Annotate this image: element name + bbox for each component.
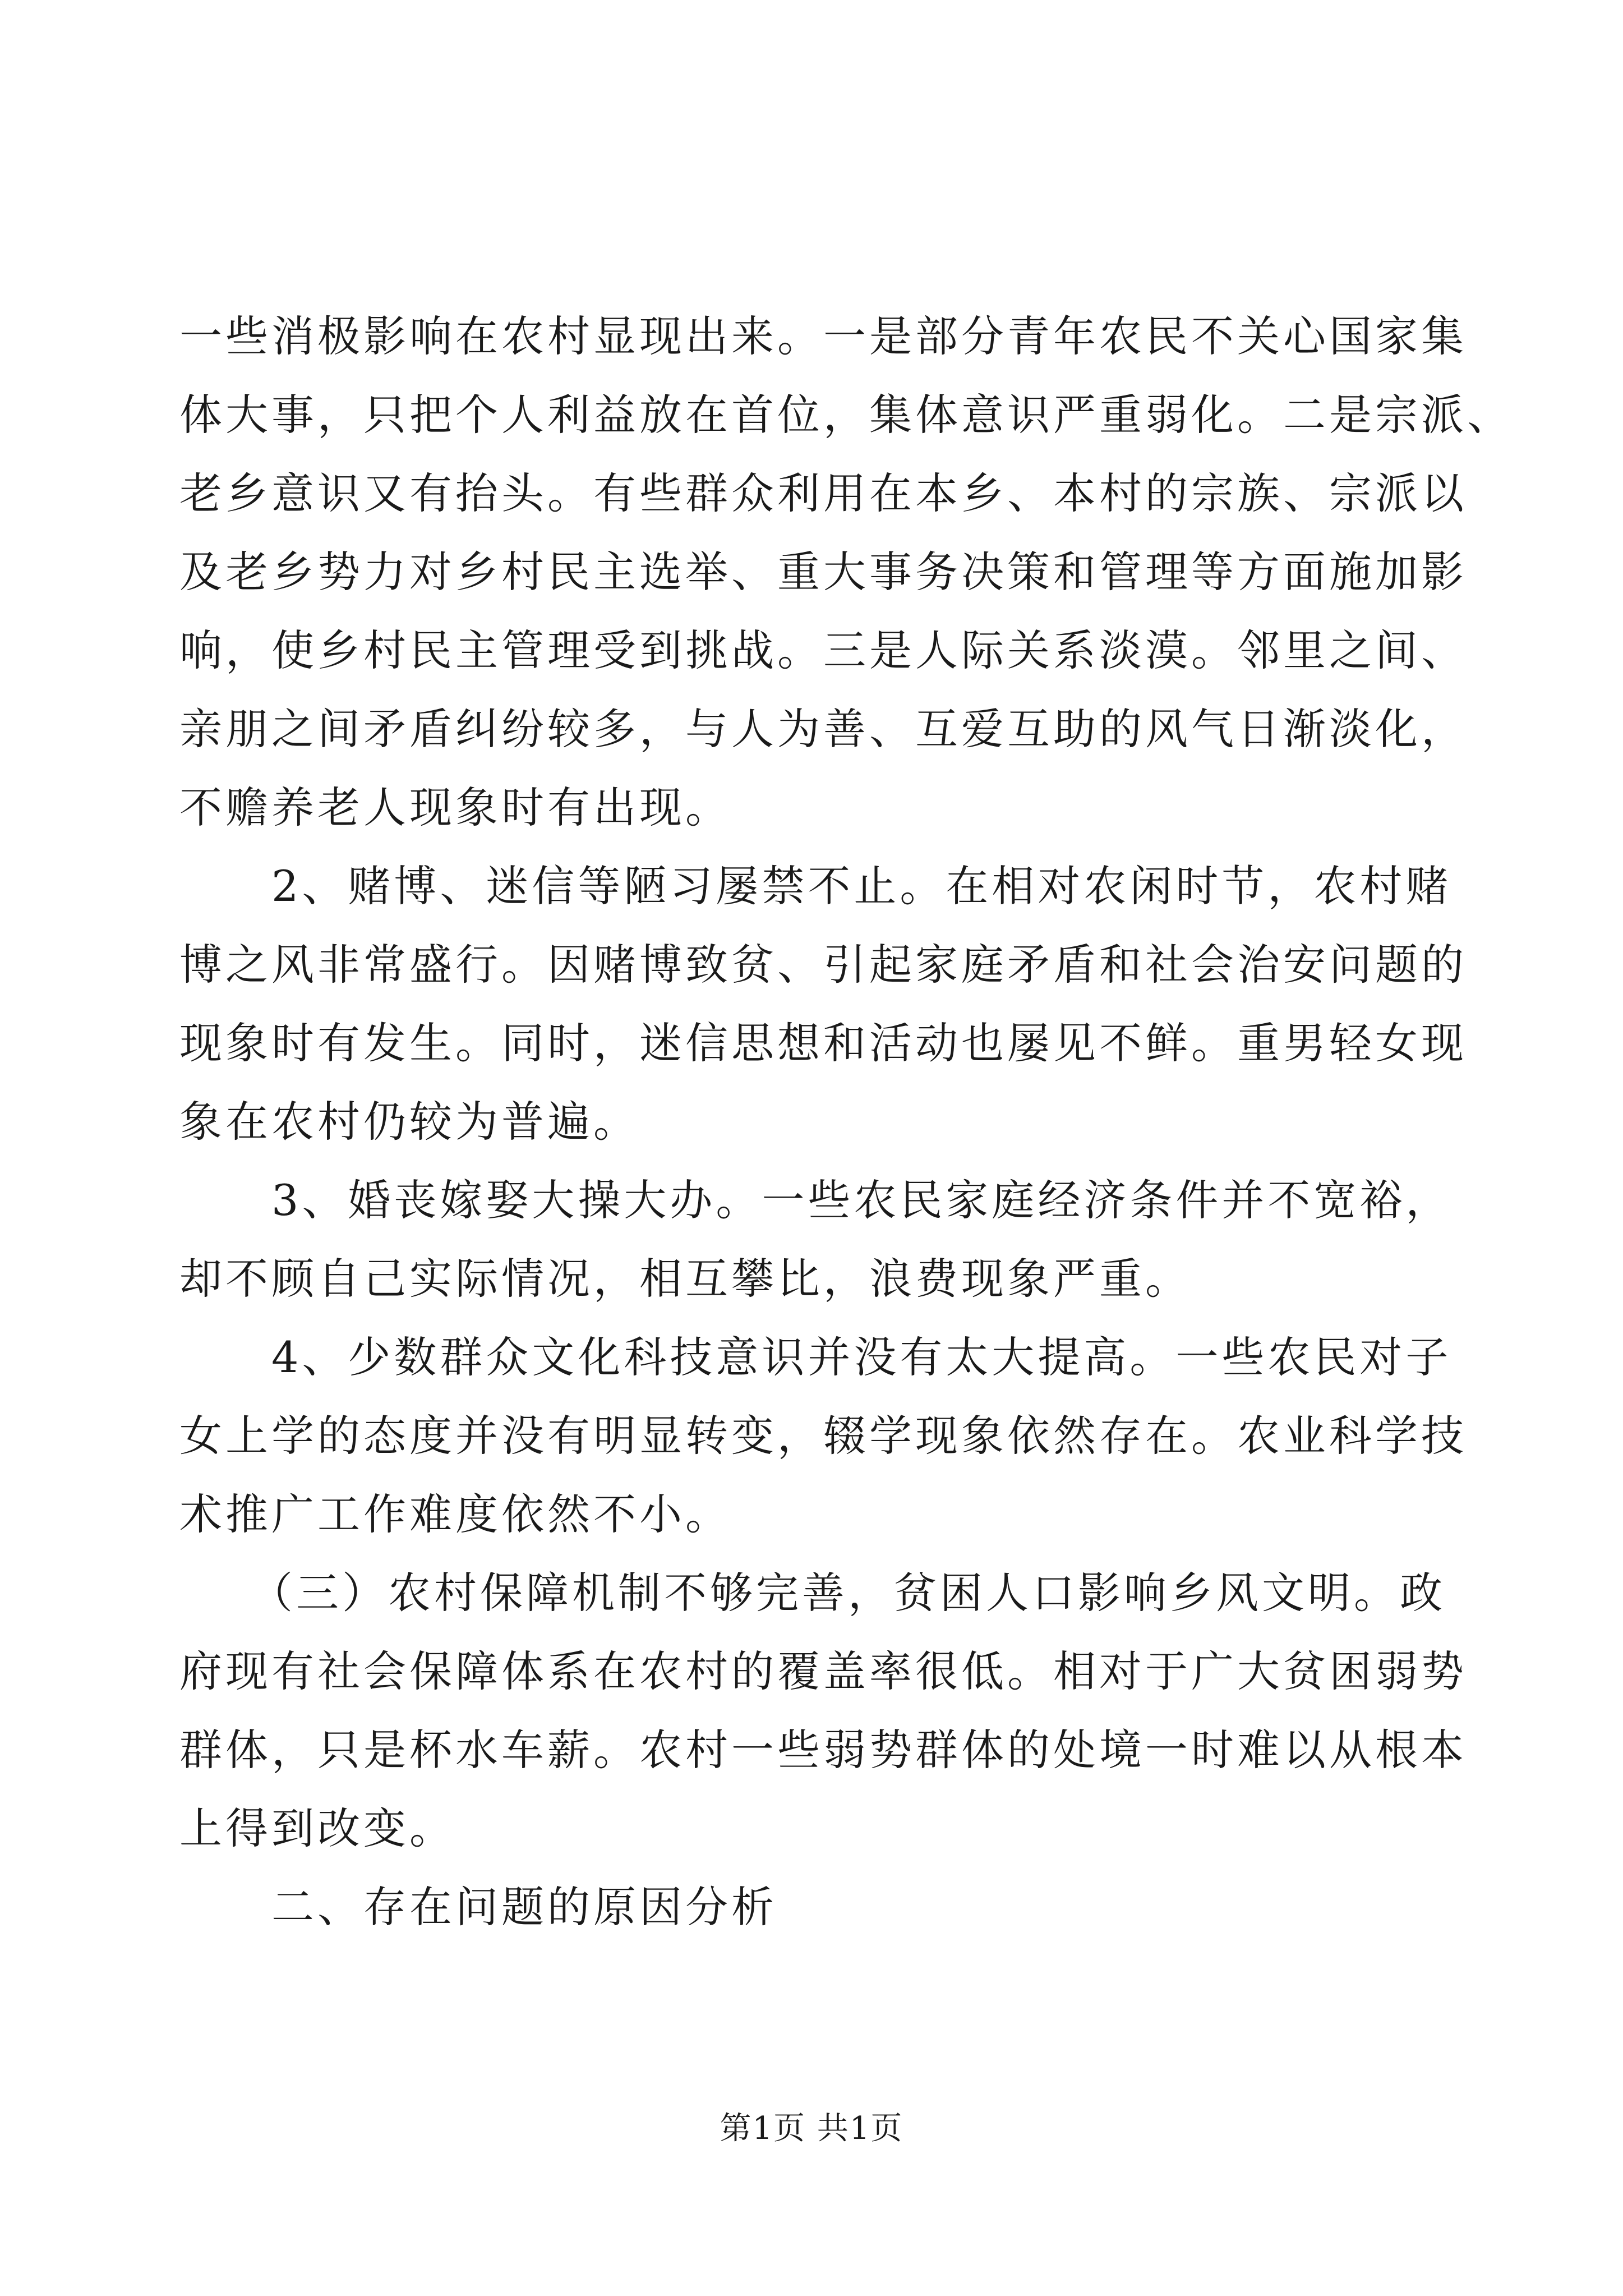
text-line: 4、少数群众文化科技意识并没有太大提高。一些农民对子 [179, 1332, 1452, 1382]
text-line: 及老乡势力对乡村民主选举、重大事务决策和管理等方面施加影 [179, 547, 1467, 597]
text-line: 上得到改变。 [179, 1803, 455, 1853]
text-line: 老乡意识又有抬头。有些群众利用在本乡、本村的宗族、宗派以 [179, 468, 1467, 518]
body-text [179, 297, 1513, 1947]
text-line: （三）农村保障机制不够完善，贫困人口影响乡风文明。政 [179, 1568, 1446, 1618]
text-line: 2、赌博、迷信等陋习屡禁不止。在相对农闲时节，农村赌 [179, 861, 1452, 911]
text-line: 却不顾自己实际情况，相互攀比，浪费现象严重。 [179, 1254, 1191, 1304]
text-line: 术推广工作难度依然不小。 [179, 1489, 731, 1539]
text-line: 群体，只是杯水车薪。农村一些弱势群体的处境一时难以从根本 [179, 1725, 1467, 1775]
text-line: 一些消极影响在农村显现出来。一是部分青年农民不关心国家集 [179, 311, 1467, 361]
text-line: 二、存在问题的原因分析 [179, 1882, 777, 1932]
text-line: 亲朋之间矛盾纠纷较多，与人为善、互爱互助的风气日渐淡化， [179, 704, 1467, 754]
text-line: 博之风非常盛行。因赌博致贫、引起家庭矛盾和社会治安问题的 [179, 940, 1467, 990]
text-line: 象在农村仍较为普遍。 [179, 1097, 639, 1147]
text-line: 现象时有发生。同时，迷信思想和活动也屡见不鲜。重男轻女现 [179, 1018, 1467, 1068]
text-line: 体大事，只把个人利益放在首位，集体意识严重弱化。二是宗派、 [179, 390, 1513, 440]
text-line: 府现有社会保障体系在农村的覆盖率很低。相对于广大贫困弱势 [179, 1646, 1467, 1696]
text-line: 3、婚丧嫁娶大操大办。一些农民家庭经济条件并不宽裕， [179, 1175, 1452, 1225]
text-line: 响，使乡村民主管理受到挑战。三是人际关系淡漠。邻里之间、 [179, 625, 1467, 675]
text-line: 女上学的态度并没有明显转变，辍学现象依然存在。农业科学技 [179, 1411, 1467, 1461]
page-footer: 第1页 共1页 [720, 2110, 903, 2147]
text-line: 不赡养老人现象时有出现。 [179, 783, 731, 832]
